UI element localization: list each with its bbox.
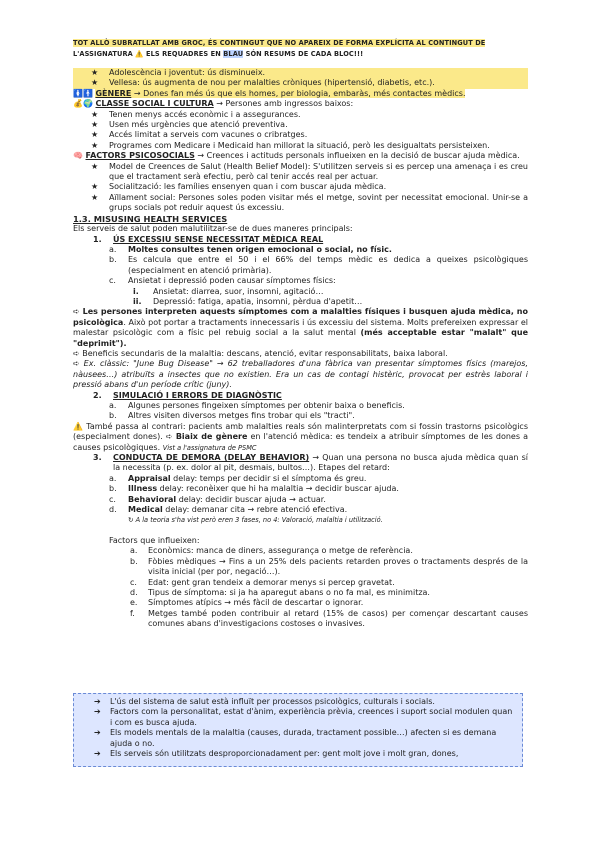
p3-text: ➪ Ex. clàssic: "June Bug Disease" → 62 treballadores d'una fàbrica van presentar símptomes físics (marejos, nàusees…) atribuïts a insectes que no existien. Era un cas de contagi histèric, provocat per estrès laboral i pressió abans d'un període crític (juny). — [73, 359, 528, 390]
header-line-1-text: TOT ALLÒ SUBRATLLAT AMB GROC, ÉS CONTINGUT QUE NO APAREIX DE FORMA EXPLÍCITA AL CONTINGUT DE — [73, 39, 486, 47]
s1-heading — [73, 235, 528, 245]
classe-text: → Persones amb ingressos baixos: — [216, 99, 354, 109]
s3-note — [73, 515, 528, 525]
header-notice — [73, 38, 543, 60]
psico-item-text: Socialització: les famílies ensenyen quan i com buscar ajuda mèdica. — [109, 182, 387, 192]
factors-title: Factors que influeixen: — [109, 535, 200, 545]
summary-item — [80, 707, 516, 728]
s3-note-text: ↻ A la teoria s'ha vist però eren 3 fases, no 4: Valoració, malaltia i utilització. — [128, 516, 383, 525]
gender-icon: 🚺🚹 — [73, 88, 93, 98]
s3-a-bold: Appraisal — [128, 473, 171, 483]
summary-text: Els models mentals de la malaltia (causes, durada, tractament possible…) afecten si es demana ajuda o no. — [110, 728, 497, 748]
misusing-intro: Els serveis de salut poden malutilitzar-se de dues maneres principals: — [73, 224, 353, 234]
star-icon: ★ — [91, 68, 99, 77]
classe-item-text: Tenen menys accés econòmic i a assegurances. — [109, 109, 301, 119]
star-icon: ★ — [91, 192, 99, 202]
classe-item-text: Usen més urgències que atenció preventiva. — [109, 120, 288, 130]
s2-heading — [73, 391, 528, 401]
s1-b-text: Es calcula que entre el 50 i el 66% del temps mèdic es dedica a queixes psicològiques (especialment en atenció primària). — [128, 255, 528, 275]
s1-ii-text: Depressió: fatiga, apatia, insomni, pèrdua d'apetit… — [153, 296, 363, 306]
classe-item — [73, 110, 528, 120]
p4-bold: ➪ Biaix de gènere — [165, 432, 248, 442]
s2-item-a: a. Algunes persones fingeixen símptomes per obtenir baixa o beneficis. — [109, 401, 405, 410]
arrow-icon: ➔ — [94, 697, 101, 706]
summary-box — [73, 693, 523, 767]
s3-text: → Quan una persona no busca ajuda mèdica quan sí la necessita (p. ex. dolor al pit, desmais, bultos…). Etapes del retard: — [113, 453, 528, 473]
s3-item-b: b. Illness delay: reconèixer que hi ha malaltia → decidir buscar ajuda. — [109, 484, 399, 494]
factor-text: Econòmics: manca de diners, assegurança o metge de referència. — [148, 546, 413, 556]
classe-item — [73, 141, 528, 151]
s1-a-text: Moltes consultes tenen origen emocional o social, no físic. — [128, 244, 392, 254]
s3-b-text: delay: reconèixer que hi ha malaltia → decidir buscar ajuda. — [157, 484, 399, 494]
summary-text: L'ús del sistema de salut està influït per processos psicològics, culturals i socials. — [110, 697, 435, 706]
p1-bold2: (més acceptable estar "malalt" que "deprimit"). — [73, 328, 529, 348]
header-line-2 — [73, 49, 543, 60]
genere-text: → Dones fan més ús que els homes, per biologia, embaràs, més contactes mèdics. — [133, 88, 466, 98]
star-icon: ★ — [91, 130, 99, 140]
summary-item — [80, 697, 516, 707]
brain-icon: 🧠 — [73, 151, 83, 161]
factor-item: d. Tipus de símptoma: si ja ha aparegut abans o no fa mal, es minimitza. — [130, 587, 430, 597]
s1-c-text: Ansietat i depressió poden causar símptomes físics: — [128, 276, 336, 286]
star-icon: ★ — [91, 161, 99, 171]
summary-text: Els serveis són utilitzats desproporcionadament per: gent molt jove i molt gran, dones, — [110, 749, 459, 759]
header-blau: BLAU — [223, 50, 244, 58]
warning-icon: ⚠️ — [73, 421, 84, 431]
factor-item: c. Edat: gent gran tendeix a demorar menys si percep gravetat. — [130, 577, 395, 587]
star-icon: ★ — [91, 120, 99, 130]
p1-bold: ➪ Les persones interpreten aquests símptomes com a malalties físiques i busquen ajuda mèdica, no psicològica — [73, 307, 528, 327]
p4-rest: en l'atenció mèdica: es tendeix a atribuir símptomes de les dones a causes psicològiques. — [73, 432, 528, 452]
genere-title: GÈNERE — [95, 88, 132, 98]
warning-icon: ⚠️ — [135, 50, 144, 58]
factor-text: Edat: gent gran tendeix a demorar menys si percep gravetat. — [148, 577, 395, 587]
star-icon: ★ — [91, 109, 99, 119]
genere-section — [73, 89, 528, 99]
p1-rest: . Això pot portar a tractaments innecessaris i ús excessiu del sistema. Molts prefereixen expressar el malestar psicològic com a físic pel rebuig social a la salut mental — [73, 317, 528, 338]
s3-c-text: delay: decidir buscar ajuda → actuar. — [176, 494, 326, 504]
s3-d-bold: Medical — [128, 505, 163, 515]
s2-b-text: Altres visiten diversos metges fins trobar qui els "tracti". — [128, 411, 355, 421]
header-line-2-a: L'ASSIGNATURA — [73, 50, 133, 58]
classe-item — [73, 130, 528, 140]
arrow-icon: ➔ — [94, 749, 101, 759]
classe-section — [73, 99, 528, 109]
psico-title: FACTORS PSICOSOCIALS — [85, 151, 195, 161]
psico-item-text: Aïllament social: Persones soles poden visitar més el metge, sovint per necessitat emocional. Unir-se a grups socials pot reduir aquest ús excessiu. — [109, 192, 528, 213]
factor-item: b. Fòbies mèdiques → Fins a un 25% dels pacients retarden proves o tractaments després de la visita inicial (per por, negació…). — [130, 556, 528, 577]
summary-text: Factors com la personalitat, estat d'ànim, experiència prèvia, creences i suport social modulen quan i com es busca ajuda. — [110, 707, 513, 727]
psico-section — [73, 151, 528, 161]
factor-text: Símptomes atípics → més fàcil de descartar o ignorar. — [148, 598, 364, 608]
s3-item-a: a. Appraisal delay: temps per decidir si el símptoma és greu. — [109, 473, 367, 483]
star-icon: ★ — [91, 182, 99, 192]
classe-item-text: Accés limitat a serveis com vacunes o cribratges. — [109, 130, 308, 140]
s1-item-i: i. Ansietat: diarrea, suor, insomni, agitació… — [133, 286, 324, 296]
age-item-text: Vellesa: ús augmenta de nou per malalties cròniques (hipertensió, diabetis, etc.). — [109, 78, 435, 88]
star-icon: ★ — [91, 140, 99, 150]
factor-item: f. Metges també poden contribuir al retard (15% de casos) per començar descartant causes comunes abans d'investigacions costoses o invasives. — [130, 608, 528, 629]
paragraph-benefits: ➪ Beneficis secundaris de la malaltia: descans, atenció, evitar responsabilitats, baixa laboral. — [73, 348, 448, 358]
spacer — [73, 526, 528, 536]
s1-item-c: c. Ansietat i depressió poden causar símptomes físics: — [109, 276, 336, 286]
s2-number: 2. — [93, 390, 102, 400]
header-line-1 — [73, 38, 543, 49]
s3-b-bold: Illness — [128, 484, 158, 494]
factor-text: Metges també poden contribuir al retard (15% de casos) per començar descartant causes comunes abans d'investigacions costoses o invasives. — [148, 608, 528, 629]
s1-i-text: Ansietat: diarrea, suor, insomni, agitació… — [153, 286, 324, 296]
s3-number: 3. — [93, 453, 102, 463]
s2-item-b: b. Altres visiten diversos metges fins trobar qui els "tracti". — [109, 411, 355, 421]
paragraph-gender-bias — [73, 422, 528, 453]
s1-item-ii: ii. Depressió: fatiga, apatia, insomni, pèrdua d'apetit… — [133, 296, 363, 306]
summary-item — [80, 749, 516, 759]
arrow-icon: ➔ — [94, 707, 101, 717]
p4-note: Vist a l'assignatura de PSMC — [162, 443, 257, 452]
factor-text: Tipus de símptoma: si ja ha aparegut abans o no fa mal, es minimitza. — [148, 587, 430, 597]
psico-text: → Creences i actituds personals influeixen en la decisió de buscar ajuda mèdica. — [197, 151, 520, 161]
classe-item-text: Programes com Medicare i Medicaid han millorat la situació, però les desigualtats persisteixen. — [109, 140, 490, 150]
psico-item — [73, 193, 528, 214]
arrow-icon: ➔ — [94, 728, 101, 738]
s3-c-bold: Behavioral — [128, 494, 177, 504]
s2-a-text: Algunes persones fingeixen símptomes per obtenir baixa o beneficis. — [128, 401, 405, 410]
s2-title: SIMULACIÓ I ERRORS DE DIAGNÒSTIC — [113, 390, 282, 400]
misusing-title: 1.3. MISUSING HEALTH SERVICES — [73, 213, 228, 224]
s1-number: 1. — [93, 234, 102, 244]
s3-heading — [73, 453, 528, 474]
psico-item-text: Model de Creences de Salut (Health Belief Model): S'utilitzen serveis si es percep una amenaça i es creu que el tractament serà efectiu, però cal tenir accés real per actuar. — [109, 161, 528, 182]
age-item-text: Adolescència i joventut: ús disminueix. — [109, 68, 266, 77]
header-line-2-c: SÓN RESUMS DE CADA BLOC!!! — [245, 50, 364, 58]
classe-item — [73, 120, 528, 130]
s3-item-c: c. Behavioral delay: decidir buscar ajuda → actuar. — [109, 494, 326, 504]
star-icon: ★ — [91, 78, 99, 88]
psico-item — [73, 182, 528, 192]
s3-a-text: delay: temps per decidir si el símptoma és greu. — [170, 473, 367, 483]
s3-d-text: delay: demanar cita → rebre atenció efectiva. — [162, 505, 348, 515]
factor-item: e. Símptomes atípics → més fàcil de descartar o ignorar. — [130, 598, 364, 608]
paragraph-june-bug — [73, 359, 528, 390]
paragraph-interpretation — [73, 307, 528, 349]
s1-item-b: b. Es calcula que entre el 50 i el 66% del temps mèdic es dedica a queixes psicològiques (especialment en atenció primària). — [109, 255, 528, 275]
psico-item — [73, 162, 528, 183]
s3-item-d: d. Medical delay: demanar cita → rebre atenció efectiva. — [109, 505, 348, 515]
factor-item: a. Econòmics: manca de diners, assegurança o metge de referència. — [130, 546, 413, 556]
p4-text: També passa al contrari: pacients amb malalties reals són malinterpretats com si fossin trastorns psicològics (especialment dones). — [73, 421, 528, 442]
s1-item-a: a. Moltes consultes tenen origen emocional o social, no físic. — [109, 244, 392, 254]
header-line-2-b: ELS REQUADRES EN — [145, 50, 221, 58]
s1-title: ÚS EXCESSIU SENSE NECESSITAT MÈDICA REAL — [113, 234, 324, 244]
age-item-adolescence — [73, 68, 528, 78]
main-content — [73, 68, 528, 630]
money-globe-icon: 💰🌍 — [73, 99, 93, 109]
summary-item — [80, 728, 516, 749]
classe-title: CLASSE SOCIAL I CULTURA — [95, 99, 214, 109]
age-item-old-age — [73, 78, 528, 88]
s3-title: CONDUCTA DE DEMORA (DELAY BEHAVIOR) — [113, 453, 310, 463]
factor-text: Fòbies mèdiques → Fins a un 25% dels pacients retarden proves o tractaments després de la visita inicial (per por, negació…). — [148, 556, 528, 577]
